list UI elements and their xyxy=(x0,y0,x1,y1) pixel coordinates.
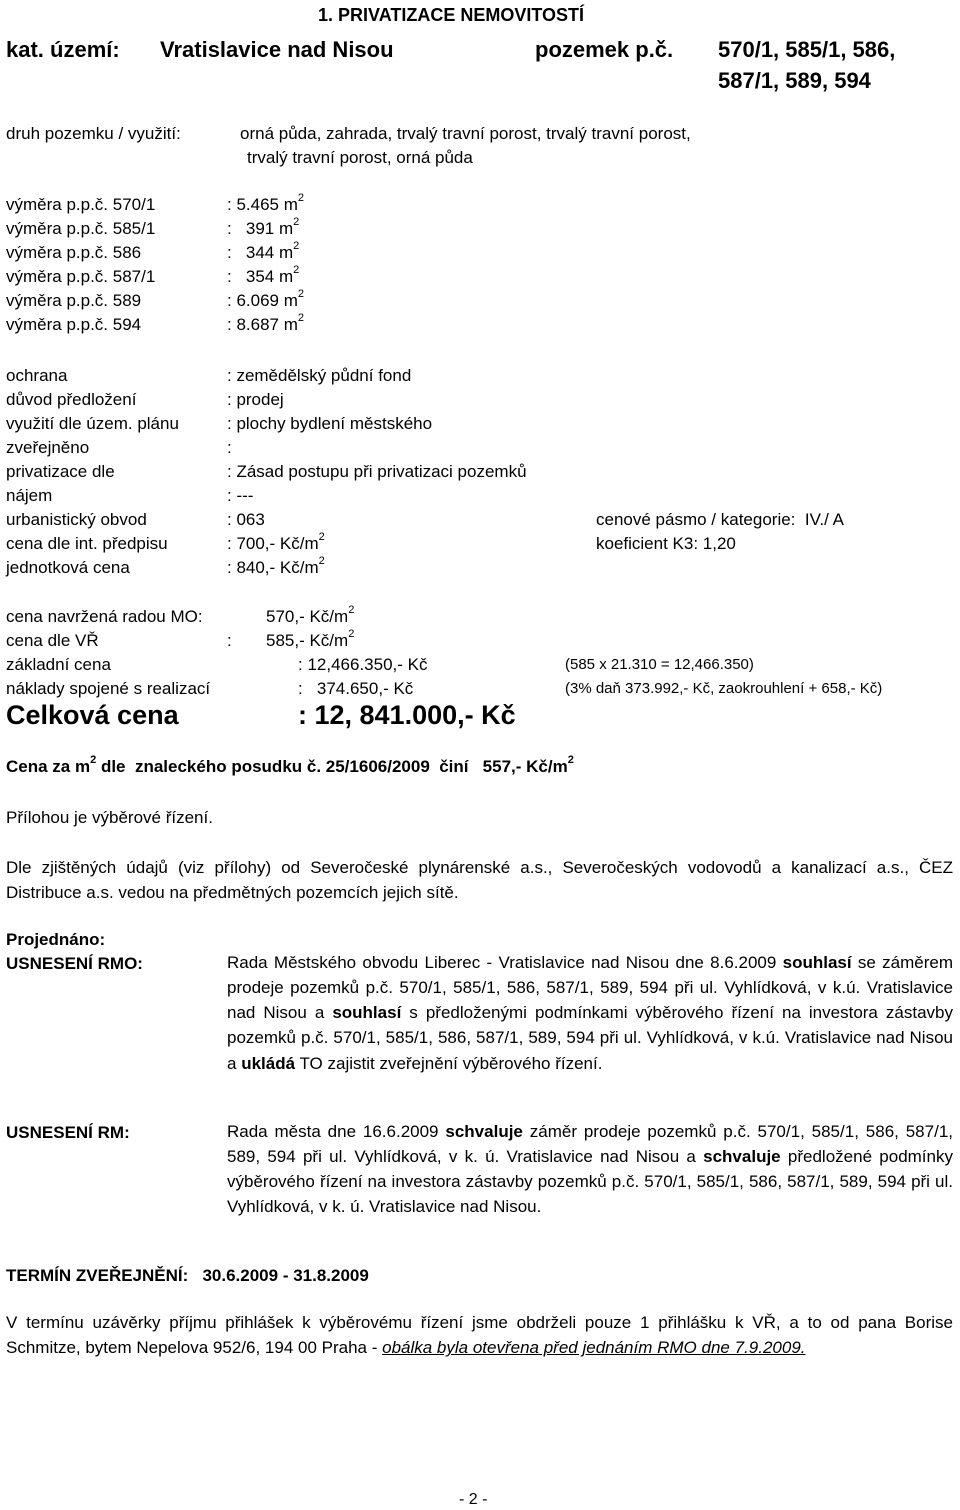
naklady-label: náklady spojené s realizací xyxy=(6,679,211,698)
termin-zverejneni: TERMÍN ZVEŘEJNĚNÍ: 30.6.2009 - 31.8.2009 xyxy=(6,1266,369,1285)
vymera-value: : 354 $m^2$ xyxy=(227,264,300,286)
najem-label: nájem xyxy=(6,486,53,505)
jednotkova-value: : 840,- $Kč/m^2$ xyxy=(227,555,325,577)
celkova-label: Celková cena xyxy=(6,700,179,730)
section-title: 1. PRIVATIZACE NEMOVITOSTÍ xyxy=(318,5,585,25)
vymera-value: : 344 $m^2$ xyxy=(227,240,300,262)
privatizace-label: privatizace dle xyxy=(6,462,115,481)
rmo-text: Rada Městského obvodu Liberec - Vratislavice nad Nisou dne 8.6.2009 souhlasí se záměrem prodeje pozemků p.č. 570/1, 585/1, 586, 587/1, 589, 594 při ul. Vyhlídková, v k.ú. Vratislavice nad Nisou a souhlasí s předloženými podmínkami výběrového řízení na investora zástavby pozemků p.č. 570/1, 585/1, 586, 587/1, 589, 594 při ul. Vyhlídková, v k.ú. Vratislavice nad Nisou a ukládá TO zajistit zveřejnění výběrového řízení. xyxy=(227,953,954,1073)
vymera-value: : 6.069 $m^2$ xyxy=(227,288,304,310)
urban-label: urbanistický obvod xyxy=(6,510,147,529)
dle-vr-label: cena dle VŘ xyxy=(6,631,99,650)
urban-value: : 063 xyxy=(227,510,265,529)
vyuziti-label: využití dle územ. plánu xyxy=(6,414,179,433)
celkova-value: : 12, 841.000,- Kč xyxy=(298,700,516,730)
zakladni-value: : 12,466.350,- Kč xyxy=(298,655,428,674)
vymera-label: výměra p.p.č. 586 xyxy=(6,243,142,262)
rm-label: USNESENÍ RM: xyxy=(6,1123,130,1142)
naklady-note: (3% daň 373.992,- Kč, zaokrouhlení + 658,- Kč) xyxy=(565,680,883,697)
site-paragraph: Dle zjištěných údajů (viz přílohy) od Severočeské plynárenské a.s., Severočeských vodovodů a kanalizací a.s., ČEZ Distribuce a.s. vedou na předmětných pozemcích jejich sítě. xyxy=(6,858,953,903)
koeficient: koeficient K3: 1,20 xyxy=(596,534,736,553)
cenove-pasmo: cenové pásmo / kategorie: IV./ A xyxy=(596,510,844,529)
druh-line1: orná půda, zahrada, trvalý travní porost, trvalý travní porost, xyxy=(240,124,691,143)
pozemek-label: pozemek p.č. xyxy=(535,37,674,62)
dle-vr-colon: : xyxy=(227,631,232,650)
vyuziti-value: : plochy bydlení městského xyxy=(227,414,433,433)
ochrana-value: : zemědělský půdní fond xyxy=(227,366,412,385)
zverejneno-value: : xyxy=(227,438,232,457)
vymera-label: výměra p.p.č. 587/1 xyxy=(6,267,156,286)
druh-label: druh pozemku / využití: xyxy=(6,124,181,143)
zaver-paragraph: V termínu uzávěrky příjmu přihlášek k výběrovému řízení jsme obdrželi pouze 1 přihlášku k VŘ, a to od pana Borise Schmitze, bytem Nepelova 952/6, 194 00 Praha - obálka byla otevřena před jednáním RMO dne 7.9.2009. xyxy=(6,1313,953,1358)
vymera-value: : 5.465 $m^2$ xyxy=(227,192,304,214)
pozemek-line2: 587/1, 589, 594 xyxy=(718,68,871,93)
vymera-value: : 391 $m^2$ xyxy=(227,216,300,238)
vymera-label: výměra p.p.č. 585/1 xyxy=(6,219,156,238)
kat-label: kat. území: xyxy=(6,37,120,62)
rm-text: Rada města dne 16.6.2009 schvaluje záměr prodeje pozemků p.č. 570/1, 585/1, 586, 587/1, 589, 594 při ul. Vyhlídková, v k. ú. Vratislavice nad Nisou a schvaluje předložené podmínky výběrového řízení na investora zástavby pozemků p.č. 570/1, 585/1, 586, 587/1, 589, 594 při ul. Vyhlídková, v k. ú. Vratislavice nad Nisou. xyxy=(227,1122,953,1217)
zakladni-note: (585 x 21.310 = 12,466.350) xyxy=(565,656,754,673)
pozemek-line1: 570/1, 585/1, 586, xyxy=(718,37,896,62)
navrzena-label: cena navržená radou MO: xyxy=(6,607,203,626)
duvod-value: : prodej xyxy=(227,390,284,409)
duvod-label: důvod předložení xyxy=(6,390,137,409)
zakladni-label: základní cena xyxy=(6,655,111,674)
projednano-heading: Projednáno: xyxy=(6,930,106,949)
page-number: - 2 - xyxy=(459,1491,488,1508)
kat-value: Vratislavice nad Nisou xyxy=(160,37,394,62)
obalka-note: obálka byla otevřena před jednáním RMO dne 7.9.2009. xyxy=(382,1338,806,1358)
vymera-value: : 8.687 $m^2$ xyxy=(227,312,304,334)
priloha-text: Přílohou je výběrové řízení. xyxy=(6,808,213,827)
cena-int-label: cena dle int. předpisu xyxy=(6,534,168,553)
ochrana-label: ochrana xyxy=(6,366,68,385)
posudek-line: Cena za $m^2$ dle znaleckého posudku č. 25/1606/2009 činí 557,- $Kč/m^2$ xyxy=(6,754,574,776)
jednotkova-label: jednotková cena xyxy=(6,558,130,577)
vymera-label: výměra p.p.č. 589 xyxy=(6,291,142,310)
druh-line2: trvalý travní porost, orná půda xyxy=(247,148,473,167)
cena-int-value: : 700,- $Kč/m^2$ xyxy=(227,531,325,553)
zverejneno-label: zveřejněno xyxy=(6,438,90,457)
navrzena-value: 570,- $Kč/m^2$ xyxy=(266,604,355,626)
dle-vr-value: 585,- $Kč/m^2$ xyxy=(266,628,355,650)
najem-value: : --- xyxy=(227,486,254,505)
privatizace-value: : Zásad postupu při privatizaci pozemků xyxy=(227,462,527,481)
naklady-value: : 374.650,- Kč xyxy=(298,679,414,698)
rmo-label: USNESENÍ RMO: xyxy=(6,954,143,973)
vymera-label: výměra p.p.č. 594 xyxy=(6,315,142,334)
vymera-label: výměra p.p.č. 570/1 xyxy=(6,195,156,214)
